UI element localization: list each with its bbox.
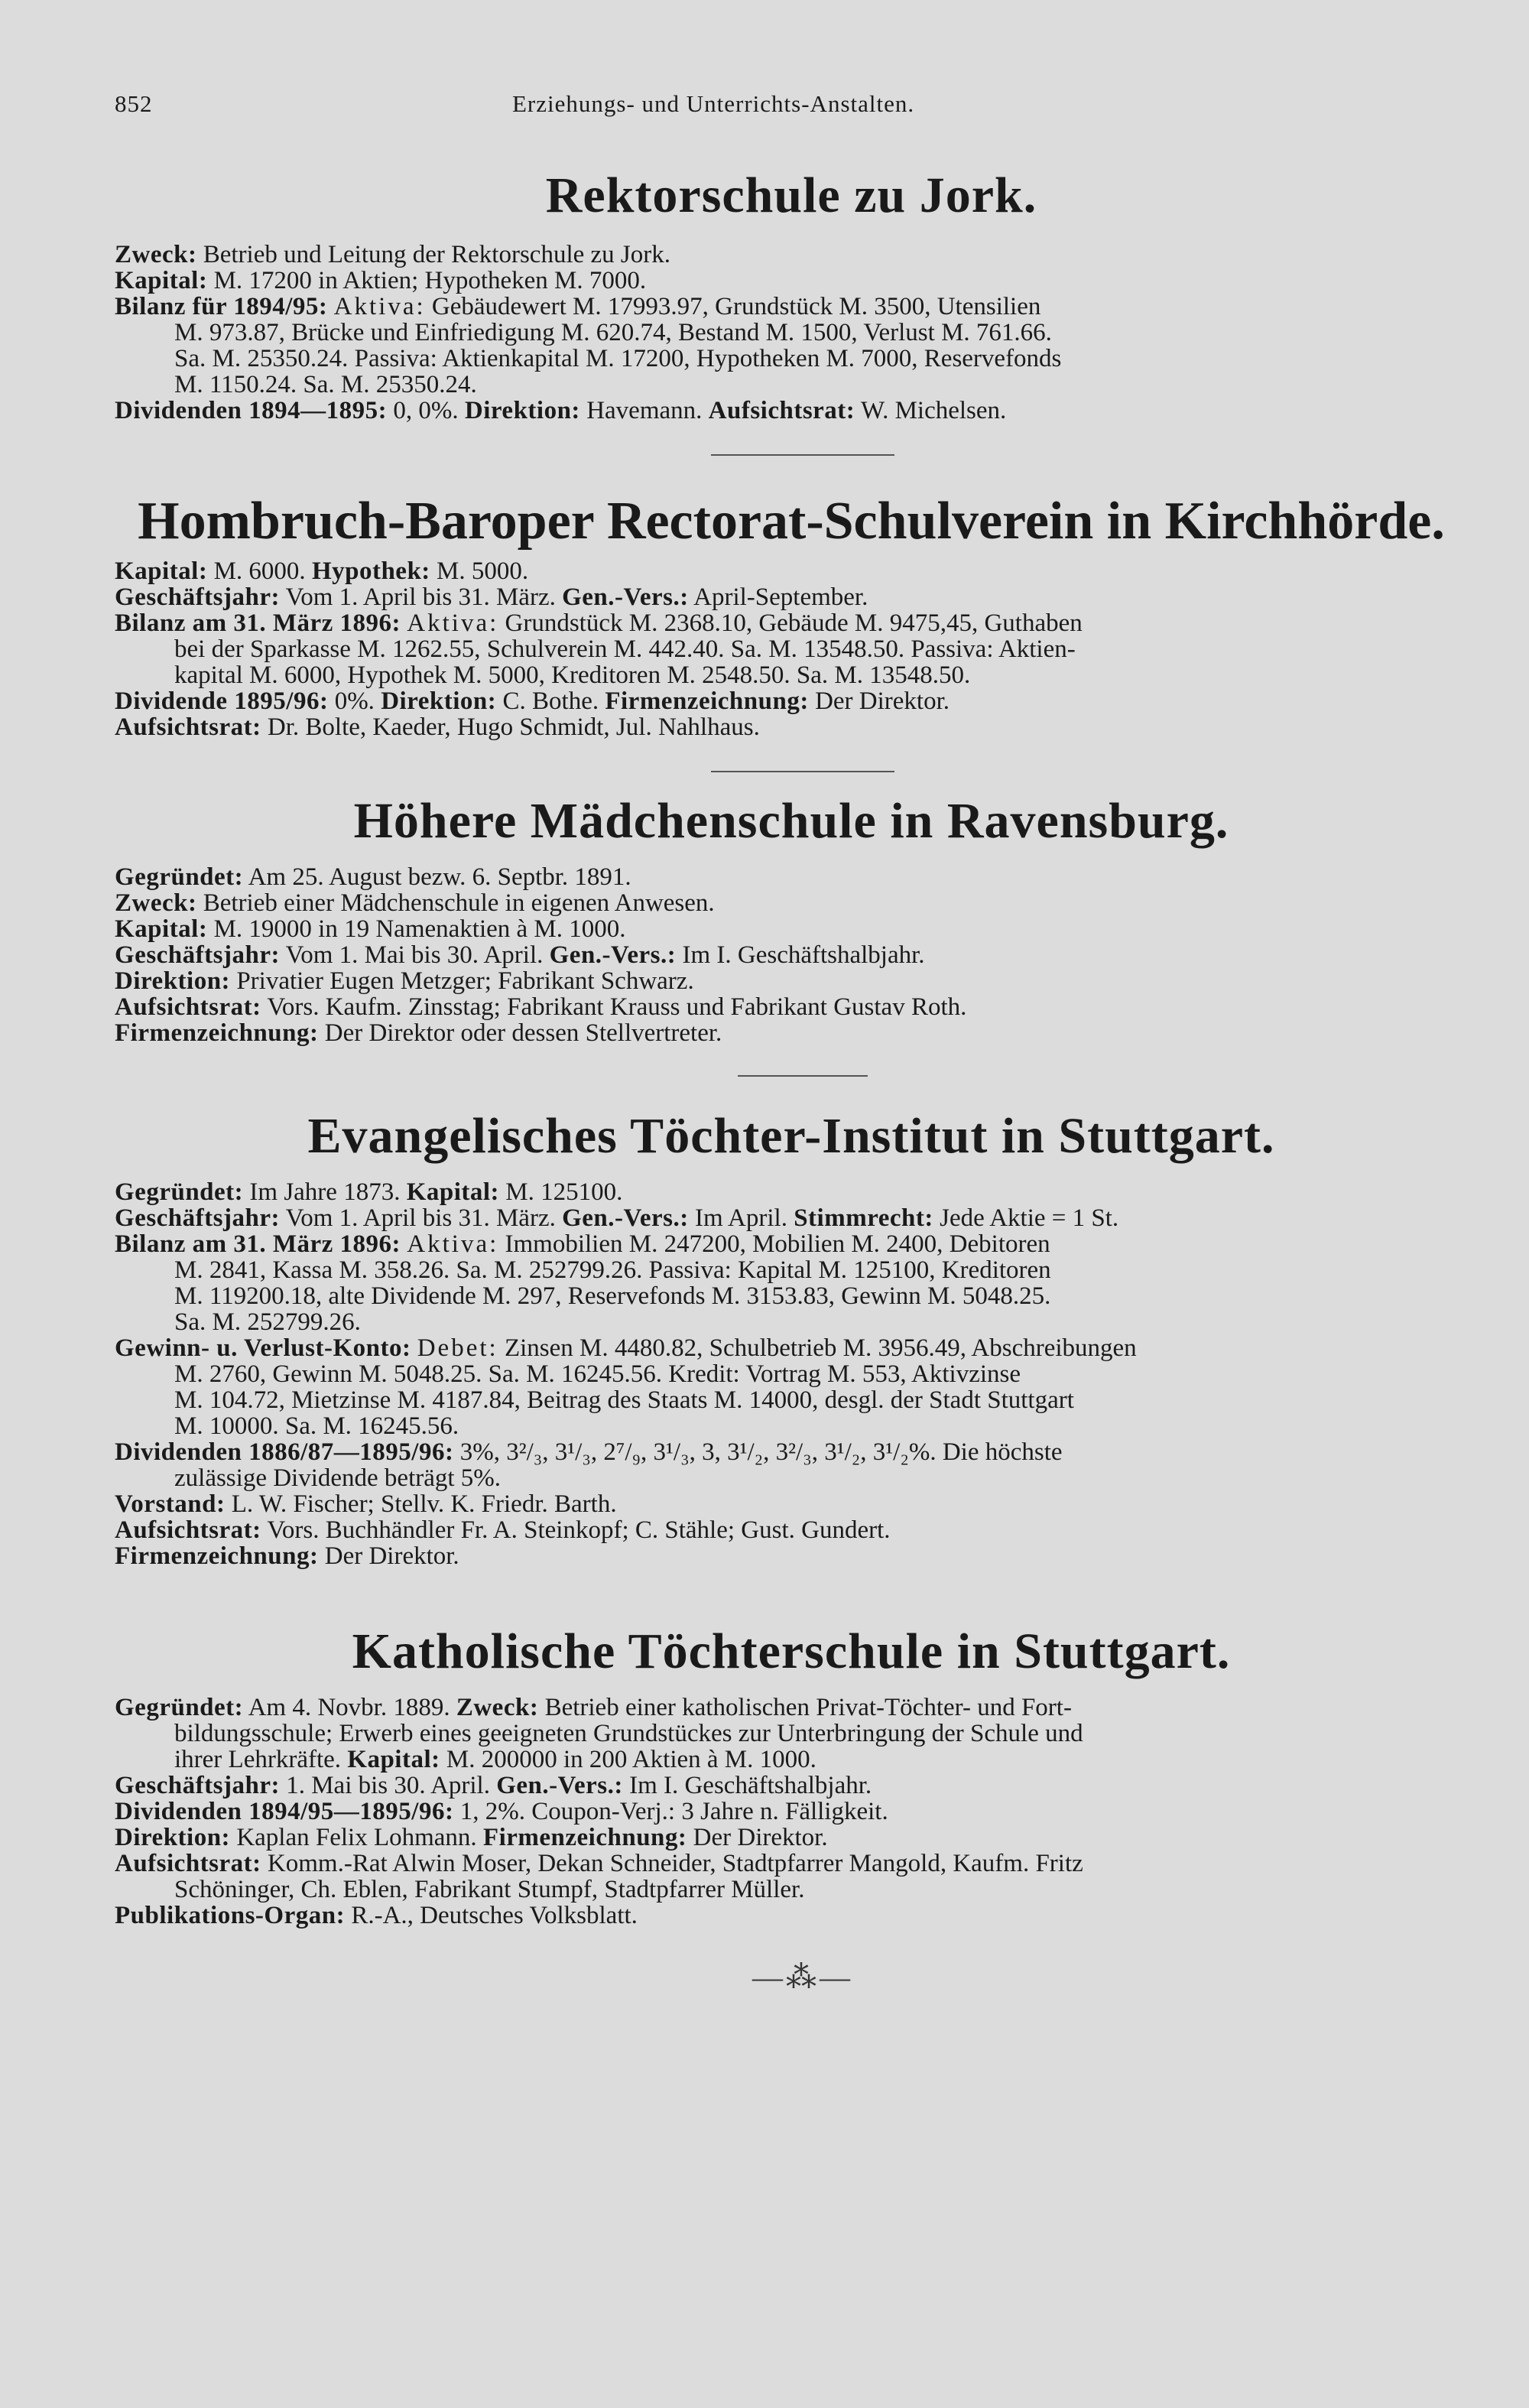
entry-title: Evangelisches Töchter-Institut in Stuttgart. <box>307 1108 1275 1165</box>
line-dividenden: Dividenden 1886/87—1895/96: 3%, 3²/₃, 3¹/₃, 2⁷/₉, 3¹/₃, 3, 3¹/₂, 3²/₃, 3¹/₂, 3¹/₂%. Die höchste <box>115 1438 1063 1467</box>
entry-title: Höhere Mädchenschule in Ravensburg. <box>353 793 1229 850</box>
line-dividenden: Dividenden 1894/95—1895/96: 1, 2%. Coupon-Verj.: 3 Jahre n. Fälligkeit. <box>115 1798 888 1826</box>
line-aufsichtsrat: Aufsichtsrat: Vors. Buchhändler Fr. A. Steinkopf; C. Stähle; Gust. Gundert. <box>115 1516 891 1545</box>
line-kapital: Kapital: M. 6000. Hypothek: M. 5000. <box>115 557 529 586</box>
entry-hombruch-baroper <box>115 491 1491 741</box>
entry-body <box>115 558 1491 740</box>
line-bilanz-cont: M. 1150.24. Sa. M. 25350.24. <box>174 370 477 398</box>
line-aufsichtsrat-cont: Schöninger, Ch. Eblen, Fabrikant Stumpf, Stadtpfarrer Müller. <box>174 1876 805 1904</box>
line-vorstand: Vorstand: L. W. Fischer; Stellv. K. Friedr. Barth. <box>115 1490 617 1519</box>
line-bilanz-cont: kapital M. 6000, Hypothek M. 5000, Kreditoren M. 2548.50. Sa. M. 13548.50. <box>174 661 971 690</box>
line-gegruendet: Gegründet: Am 4. Novbr. 1889. Zweck: Betrieb einer katholischen Privat-Töchter- und Fort- <box>115 1694 1072 1722</box>
divider <box>711 771 894 772</box>
line-dividenden: Dividenden 1894—1895: 0, 0%. Direktion: Havemann. Aufsichtsrat: W. Michelsen. <box>115 396 1007 424</box>
line-bilanz-cont: M. 973.87, Brücke und Einfriedigung M. 620.74, Bestand M. 1500, Verlust M. 761.66. <box>174 318 1052 346</box>
divider <box>738 1075 868 1077</box>
line-geschaeftsjahr: Geschäftsjahr: 1. Mai bis 30. April. Gen.-Vers.: Im I. Geschäftshalbjahr. <box>115 1772 872 1800</box>
divider <box>711 454 894 456</box>
entry-maedchenschule-ravensburg <box>115 792 1491 1046</box>
page-number: 852 <box>115 90 153 117</box>
line-dividende: Dividende 1895/96: 0%. Direktion: C. Bothe. Firmenzeichnung: Der Direktor. <box>115 687 950 716</box>
line-aufsichtsrat: Aufsichtsrat: Dr. Bolte, Kaeder, Hugo Schmidt, Jul. Nahlhaus. <box>115 713 760 742</box>
entry-rektorschule-jork <box>115 167 1491 424</box>
line-bilanz-cont: M. 119200.18, alte Dividende M. 297, Reservefonds M. 3153.83, Gewinn M. 5048.25. <box>174 1282 1051 1311</box>
line-gewinn-verlust: Gewinn- u. Verlust-Konto: Debet: Zinsen M. 4480.82, Schulbetrieb M. 3956.49, Abschreibungen <box>115 1334 1137 1363</box>
line-gewinn-cont: M. 2760, Gewinn M. 5048.25. Sa. M. 16245.56. Kredit: Vortrag M. 553, Aktivzinse <box>174 1360 1021 1389</box>
line-zweck-cont: ihrer Lehrkräfte. Kapital: M. 200000 in 200 Aktien à M. 1000. <box>174 1746 816 1774</box>
running-head: Erziehungs- und Unterrichts-Anstalten. <box>512 90 915 117</box>
entry-title: Rektorschule zu Jork. <box>545 167 1037 223</box>
line-gewinn-cont: M. 104.72, Mietzinse M. 4187.84, Beitrag des Staats M. 14000, desgl. der Stadt Stuttgart <box>174 1386 1074 1415</box>
entry-body <box>115 1695 1491 1929</box>
line-dividenden-cont: zulässige Dividende beträgt 5%. <box>174 1464 502 1493</box>
entry-toechter-institut-stuttgart <box>115 1107 1491 1569</box>
line-kapital: Kapital: M. 17200 in Aktien; Hypotheken M. 7000. <box>115 266 647 294</box>
line-direktion: Direktion: Kaplan Felix Lohmann. Firmenzeichnung: Der Direktor. <box>115 1824 828 1852</box>
line-bilanz-cont: M. 2841, Kassa M. 358.26. Sa. M. 252799.26. Passiva: Kapital M. 125100, Kreditoren <box>174 1256 1051 1285</box>
entry-katholische-toechterschule <box>115 1623 1491 1929</box>
line-gegruendet: Gegründet: Im Jahre 1873. Kapital: M. 125100. <box>115 1178 623 1207</box>
line-zweck-cont: bildungsschule; Erwerb eines geeigneten Grundstückes zur Unterbringung der Schule und <box>174 1720 1083 1748</box>
line-geschaeftsjahr: Geschäftsjahr: Vom 1. April bis 31. März. Gen.-Vers.: April-September. <box>115 583 868 612</box>
line-bilanz: Bilanz am 31. März 1896: Aktiva: Immobilien M. 247200, Mobilien M. 2400, Debitoren <box>115 1230 1050 1259</box>
line-bilanz: Bilanz für 1894/95: Aktiva: Gebäudewert M. 17993.97, Grundstück M. 3500, Utensilien <box>115 292 1041 320</box>
line-firmenzeichnung: Firmenzeichnung: Der Direktor. <box>115 1542 459 1571</box>
page-header <box>115 90 1491 136</box>
line-bilanz-cont: Sa. M. 252799.26. <box>174 1308 361 1337</box>
line-kapital: Kapital: M. 19000 in 19 Namenaktien à M. 1000. <box>115 915 626 944</box>
entry-body <box>115 864 1491 1046</box>
line-zweck: Zweck: Betrieb und Leitung der Rektorschule zu Jork. <box>115 240 670 268</box>
entry-body <box>115 242 1491 424</box>
line-zweck: Zweck: Betrieb einer Mädchenschule in eigenen Anwesen. <box>115 889 715 918</box>
line-geschaeftsjahr: Geschäftsjahr: Vom 1. Mai bis 30. April. Gen.-Vers.: Im I. Geschäftshalbjahr. <box>115 941 925 970</box>
line-direktion: Direktion: Privatier Eugen Metzger; Fabrikant Schwarz. <box>115 967 694 996</box>
line-publikations-organ: Publikations-Organ: R.-A., Deutsches Volksblatt. <box>115 1902 638 1930</box>
line-bilanz-cont: Sa. M. 25350.24. Passiva: Aktienkapital M. 17200, Hypotheken M. 7000, Reservefonds <box>174 344 1062 372</box>
entry-title: Hombruch-Baroper Rectorat-Schulverein in Kirchhörde. <box>138 491 1445 551</box>
line-aufsichtsrat: Aufsichtsrat: Komm.-Rat Alwin Moser, Dekan Schneider, Stadtpfarrer Mangold, Kaufm. Fritz <box>115 1850 1083 1878</box>
line-bilanz-cont: bei der Sparkasse M. 1262.55, Schulverein M. 442.40. Sa. M. 13548.50. Passiva: Aktien- <box>174 635 1076 664</box>
line-bilanz: Bilanz am 31. März 1896: Aktiva: Grundstück M. 2368.10, Gebäude M. 9475,45, Guthaben <box>115 609 1083 638</box>
line-geschaeftsjahr: Geschäftsjahr: Vom 1. April bis 31. März. Gen.-Vers.: Im April. Stimmrecht: Jede Aktie = 1 St. <box>115 1204 1119 1233</box>
entry-title: Katholische Töchterschule in Stuttgart. <box>352 1623 1231 1680</box>
line-gegruendet: Gegründet: Am 25. August bezw. 6. Septbr. 1891. <box>115 863 631 892</box>
line-gewinn-cont: M. 10000. Sa. M. 16245.56. <box>174 1412 459 1441</box>
line-firmenzeichnung: Firmenzeichnung: Der Direktor oder dessen Stellvertreter. <box>115 1019 722 1048</box>
line-aufsichtsrat: Aufsichtsrat: Vors. Kaufm. Zinsstag; Fabrikant Krauss und Fabrikant Gustav Roth. <box>115 993 967 1022</box>
entry-body <box>115 1179 1491 1569</box>
end-ornament: —⁂— <box>752 1960 853 1995</box>
